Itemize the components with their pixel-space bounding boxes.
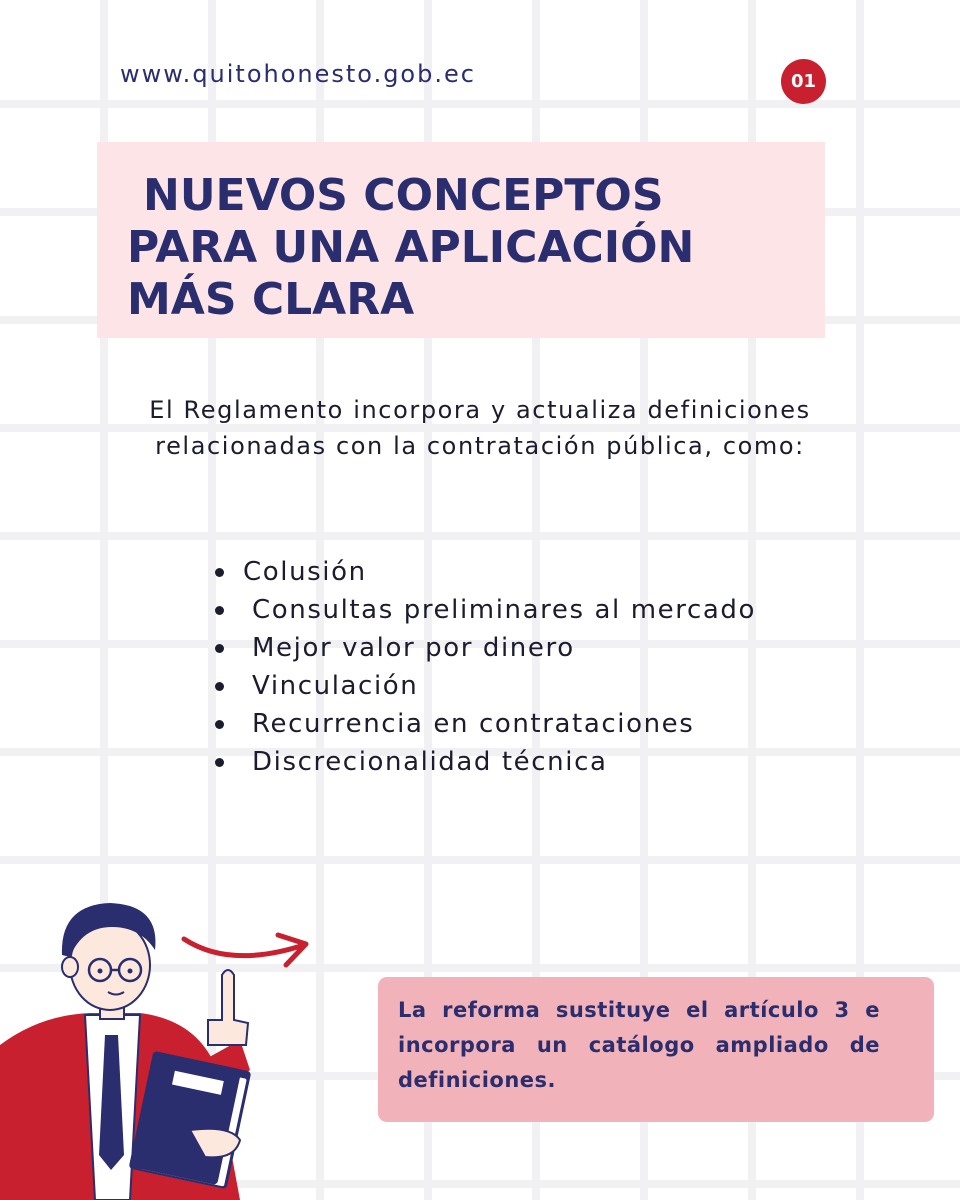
intro-paragraph xyxy=(60,392,900,464)
intro-line: relacionadas con la contratación pública, como: xyxy=(155,432,805,460)
list-item: Consultas preliminares al mercado xyxy=(215,591,756,629)
page-number-badge: 01 xyxy=(781,59,826,104)
reform-note-text: La reforma sustituye el artículo 3 e incorpora un catálogo ampliado de definiciones. xyxy=(398,998,880,1092)
intro-line: El Reglamento incorpora y actualiza definiciones xyxy=(149,396,811,424)
teacher-illustration xyxy=(0,895,280,1200)
title-line: NUEVOS CONCEPTOS xyxy=(143,170,664,221)
list-item: Colusión xyxy=(215,553,756,591)
title-line: PARA UNA APLICACIÓN xyxy=(127,222,695,273)
title-box xyxy=(97,142,825,338)
list-item: Recurrencia en contrataciones xyxy=(215,705,756,743)
page-title xyxy=(127,170,825,326)
website-url: www.quitohonesto.gob.ec xyxy=(120,60,476,88)
reform-note-box xyxy=(378,977,934,1122)
list-item: Mejor valor por dinero xyxy=(215,629,756,667)
list-item: Discrecionalidad técnica xyxy=(215,743,756,781)
definitions-list xyxy=(215,553,756,781)
title-line: MÁS CLARA xyxy=(127,274,415,325)
list-item: Vinculación xyxy=(215,667,756,705)
